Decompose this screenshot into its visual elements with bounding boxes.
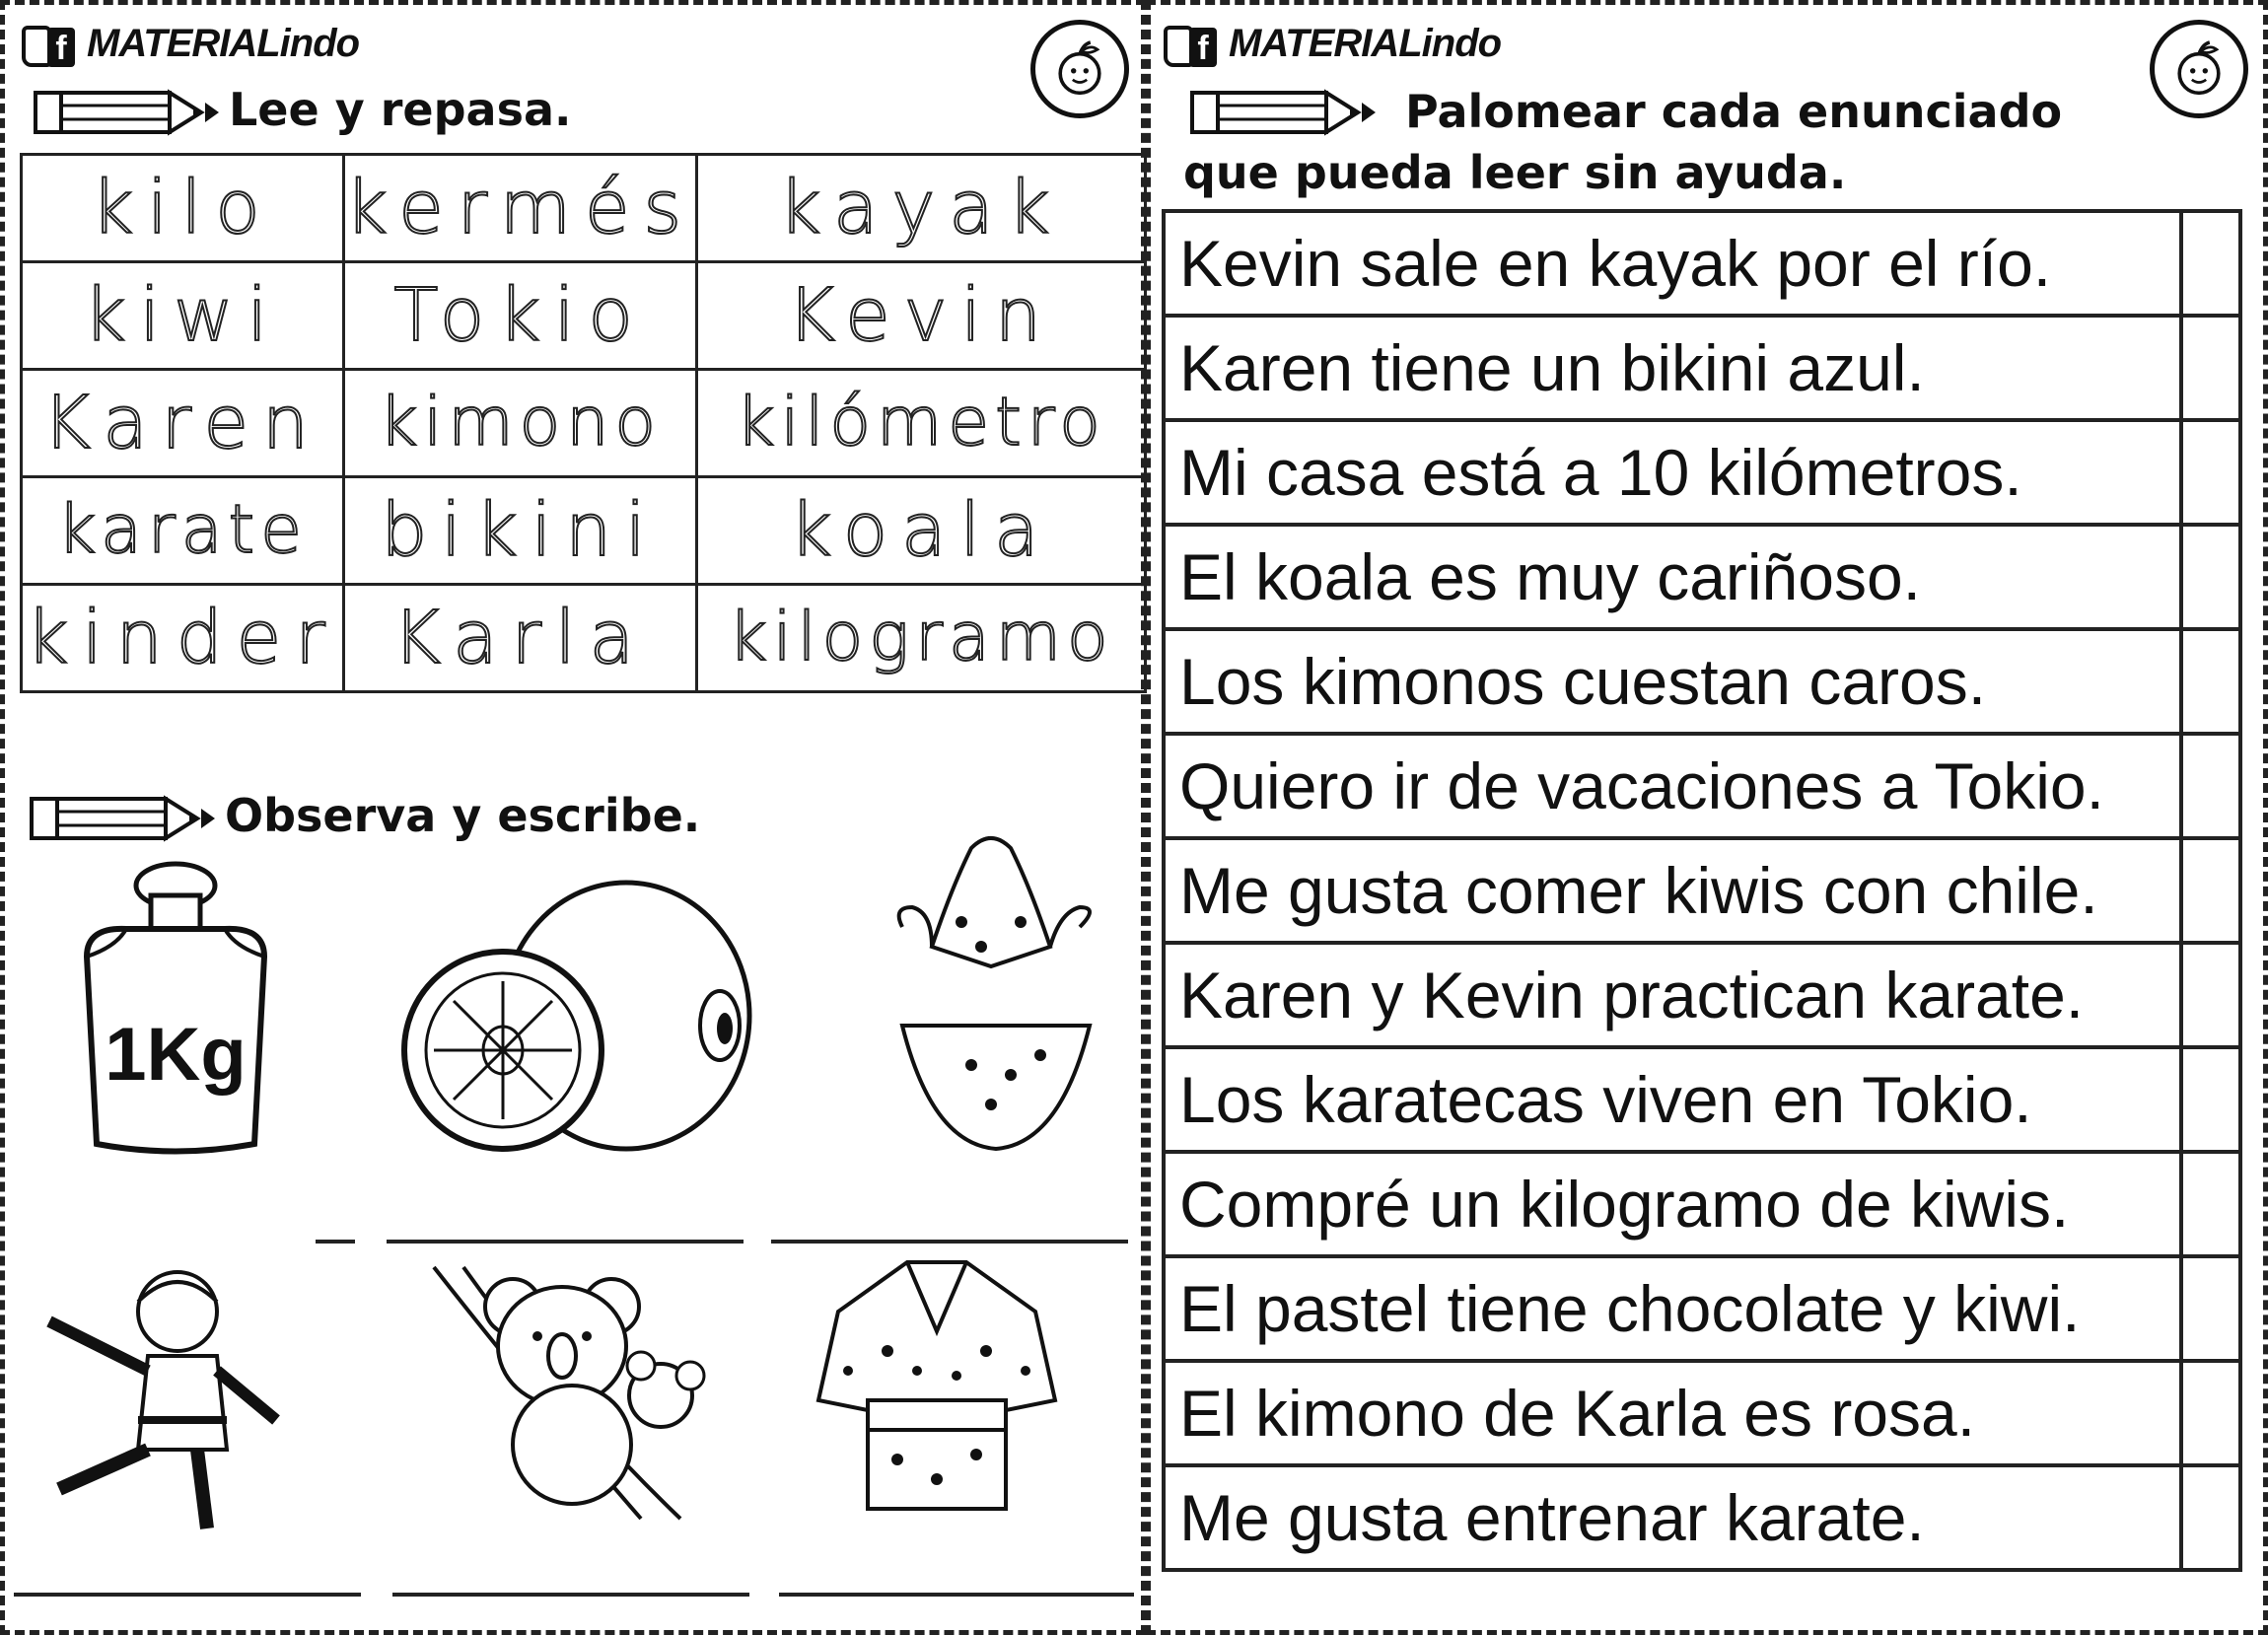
sentence: Karen y Kevin practican karate.: [1164, 943, 2181, 1047]
trace-word: Kevin: [787, 273, 1055, 358]
table-row: [1164, 1361, 2240, 1465]
sentence: Karen tiene un bikini azul.: [1164, 316, 2181, 420]
sentence: El kimono de Karla es rosa.: [1164, 1361, 2181, 1465]
trace-word: karate: [57, 491, 308, 569]
trace-word: kermés: [345, 166, 696, 250]
table-row: [1164, 734, 2240, 838]
table-row: [1164, 211, 2240, 316]
check-box[interactable]: [2181, 734, 2240, 838]
sentence: Me gusta entrenar karate.: [1164, 1465, 2181, 1570]
kiwi-icon: [394, 873, 759, 1159]
brand-header-right: [1164, 20, 1501, 67]
trace-word: kiwi: [83, 273, 282, 358]
answer-line[interactable]: [14, 1593, 361, 1597]
check-box[interactable]: [2181, 1152, 2240, 1256]
check-box[interactable]: [2181, 1256, 2240, 1361]
pencil-icon: [28, 789, 215, 848]
table-row: [1164, 838, 2240, 943]
table-row: [22, 262, 1146, 370]
trace-word: kilómetro: [736, 384, 1106, 462]
check-box[interactable]: [2181, 211, 2240, 316]
table-row: [1164, 525, 2240, 629]
check-box[interactable]: [2181, 420, 2240, 525]
table-row: [1164, 1465, 2240, 1570]
sentences-table: [1162, 209, 2242, 1572]
sentence: El koala es muy cariñoso.: [1164, 525, 2181, 629]
sentence: Los karatecas viven en Tokio.: [1164, 1047, 2181, 1152]
check-box[interactable]: [2181, 316, 2240, 420]
kimono-icon: [809, 1252, 1065, 1519]
trace-word: Karla: [392, 596, 648, 680]
sentence: Quiero ir de vacaciones a Tokio.: [1164, 734, 2181, 838]
check-heading: Palomear cada enunciado que pueda leer sin ayuda.: [1183, 85, 2063, 199]
table-row: [22, 155, 1146, 262]
trace-word: kilogramo: [728, 599, 1114, 676]
answer-line[interactable]: [392, 1593, 749, 1597]
karate-kid-icon: [39, 1262, 296, 1538]
bikini-icon: [883, 828, 1109, 1164]
check-box[interactable]: [2181, 943, 2240, 1047]
weight-label: 1Kg: [105, 1013, 247, 1097]
check-box[interactable]: [2181, 629, 2240, 734]
weight-icon: [67, 858, 284, 1164]
check-box[interactable]: [2181, 838, 2240, 943]
observe-heading: Observa y escribe.: [225, 789, 701, 842]
answer-line[interactable]: [316, 1240, 355, 1244]
sentence: Compré un kilogramo de kiwis.: [1164, 1152, 2181, 1256]
table-row: [22, 477, 1146, 585]
trace-word: Karen: [42, 381, 322, 465]
table-row: [1164, 1256, 2240, 1361]
pencil-icon: [32, 83, 219, 142]
trace-word: kimono: [379, 384, 662, 462]
brand-header-left: [22, 20, 359, 67]
check-box[interactable]: [2181, 1047, 2240, 1152]
table-row: [1164, 316, 2240, 420]
trace-word: kinder: [26, 596, 339, 680]
koala-icon: [424, 1257, 740, 1524]
trace-words-table: [20, 153, 1147, 693]
sentence: Mi casa está a 10 kilómetros.: [1164, 420, 2181, 525]
trace-word: koala: [789, 488, 1053, 573]
check-box[interactable]: [2181, 1465, 2240, 1570]
trace-word: kilo: [91, 166, 274, 250]
trace-word: kayak: [778, 166, 1064, 250]
sentence: Kevin sale en kayak por el río.: [1164, 211, 2181, 316]
table-row: [1164, 629, 2240, 734]
facebook-like-icon: f: [22, 20, 79, 67]
table-row: [1164, 1152, 2240, 1256]
table-row: [1164, 420, 2240, 525]
trace-heading: Lee y repasa.: [229, 83, 572, 136]
table-row: [1164, 1047, 2240, 1152]
trace-word: bikini: [381, 488, 660, 573]
table-row: [22, 370, 1146, 477]
facebook-like-icon: f: [1164, 20, 1221, 67]
check-box[interactable]: [2181, 1361, 2240, 1465]
sentence: El pastel tiene chocolate y kiwi.: [1164, 1256, 2181, 1361]
apple-seal-logo: [1030, 20, 1129, 118]
table-row: [22, 585, 1146, 692]
check-box[interactable]: [2181, 525, 2240, 629]
answer-line[interactable]: [779, 1593, 1134, 1597]
sentence: Me gusta comer kiwis con chile.: [1164, 838, 2181, 943]
table-row: [1164, 943, 2240, 1047]
sentence: Los kimonos cuestan caros.: [1164, 629, 2181, 734]
trace-word: Tokio: [393, 273, 647, 358]
brand-name: MATERIALindo: [87, 21, 360, 65]
answer-line[interactable]: [771, 1240, 1128, 1244]
answer-line[interactable]: [387, 1240, 744, 1244]
brand-name: MATERIALindo: [1229, 21, 1502, 65]
